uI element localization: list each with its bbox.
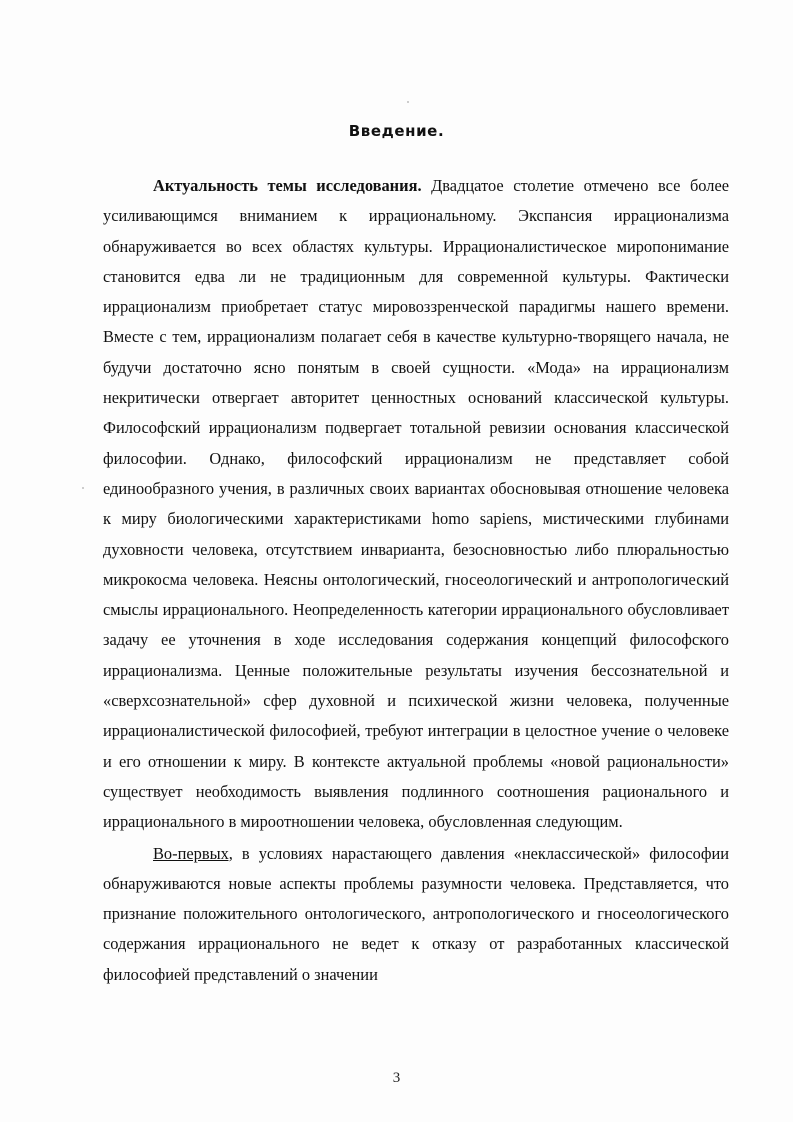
scan-speck <box>82 487 84 489</box>
page-number: 3 <box>392 1070 401 1086</box>
paragraph-lead-underlined: Во-первых, <box>153 843 233 863</box>
paragraph-firstly <box>103 839 729 990</box>
paragraph-text: в условиях нарастающего давления «неклассической» философии обнаруживаются новые аспекты проблемы разумности человека. Представляется, что признание положительного онтологического, антропологического и гносеологического содержания иррационального не ведет к отказу от разработанных классической философией представлений о значении <box>103 843 729 984</box>
paragraph-lead-bold: Актуальность темы исследования. <box>153 176 422 195</box>
body-text <box>103 171 729 990</box>
paragraph-text: Двадцатое столетие отмечено все более усиливающимся вниманием к иррациональному. Экспансия иррационализма обнаруживается во всех областях культуры. Иррационалистическое миропонимание становится едва ли не традиционным для современной культуры. Фактически иррационализм приобретает статус мировоззренческой парадигмы нашего времени. Вместе с тем, иррационализм полагает себя в качестве культурно-творящего начала, не будучи достаточно ясно понятым в своей сущности. «Мода» на иррационализм некритически отвергает авторитет ценностных оснований классической культуры. Философский иррационализм подвергает тотальной ревизии основания классической философии. Однако, философский иррационализм не представляет собой единообразного учения, в различных своих вариантах обосновывая отношение человека к миру биологическими характеристиками homo sapiens, мистическими глубинами духовности человека, отсутствием инварианта, безосновностью либо плюральностью микрокосма человека. Неясны онтологический, гносеологический и антропологический смыслы иррационального. Неопределенность категории иррационального обусловливает задачу ее уточнения в ходе исследования содержания концепций философского иррационализма. Ценные положительные результаты изучения бессознательной и «сверхсознательной» сфер духовной и психической жизни человека, полученные иррационалистической философией, требуют интеграции в целостное учение о человеке и его отношении к миру. В контексте актуальной проблемы «новой рациональности» существует необходимость выявления подлинного соотношения рационального и иррационального в мироотношении человека, обусловленная следующим. <box>103 176 730 832</box>
paragraph-relevance <box>103 171 729 838</box>
scan-speck <box>407 101 409 103</box>
section-heading: Введение. <box>348 122 445 140</box>
